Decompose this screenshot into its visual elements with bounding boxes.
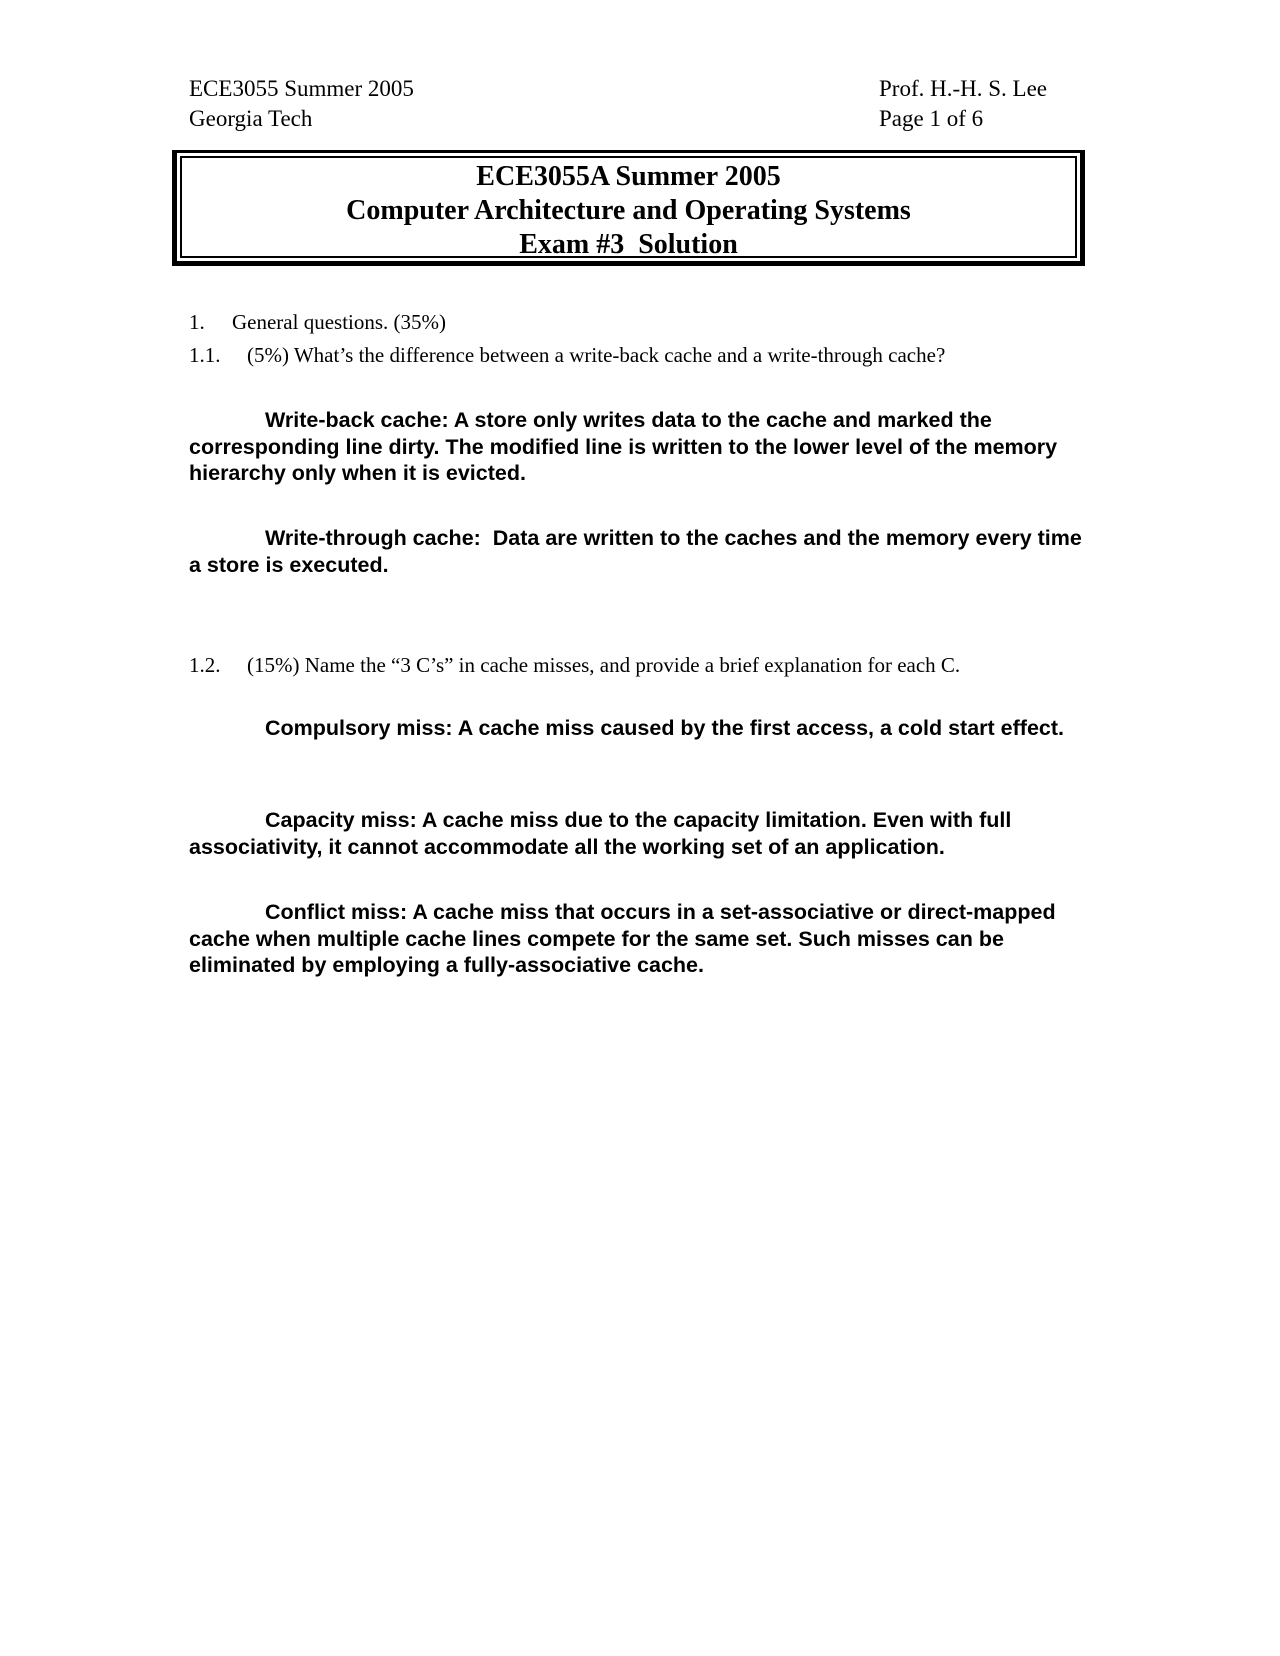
course-term: ECE3055 Summer 2005 (189, 76, 414, 101)
title-box (172, 150, 1085, 266)
answer-capacity-miss: Capacity miss: A cache miss due to the capacity limitation. Even with full associativity, it cannot accommodate all the working set of an application. (189, 808, 1012, 859)
page-number: Page 1 of 6 (879, 106, 984, 131)
section-number: 1. (189, 310, 205, 334)
answer-write-through: Write-through cache: Data are written to the caches and the memory every time a store is executed. (189, 526, 1088, 577)
title-subject: Computer Architecture and Operating Systems (346, 195, 911, 226)
question-number: 1.1. (189, 343, 221, 367)
question-1-1 (189, 341, 945, 369)
question-number: 1.2. (189, 653, 221, 677)
header-row-1 (189, 74, 1069, 104)
institution: Georgia Tech (189, 106, 313, 131)
section-text: General questions. (35%) (232, 310, 447, 334)
title-course: ECE3055A Summer 2005 (476, 161, 781, 192)
question-text: (15%) Name the “3 C’s” in cache misses, and provide a brief explanation for each C. (247, 653, 961, 677)
title-inner-frame (180, 156, 1077, 258)
answer-compulsory-miss: Compulsory miss: A cache miss caused by the first access, a cold start effect. (265, 716, 1064, 740)
professor-name: Prof. H.-H. S. Lee (879, 76, 1047, 101)
answer-write-back: Write-back cache: A store only writes data to the cache and marked the corresponding line dirty. The modified line is written to the lower level of the memory hierarchy only when it is evicted. (189, 408, 1058, 485)
section-1-heading (189, 308, 446, 336)
answer-conflict-miss: Conflict miss: A cache miss that occurs in a set-associative or direct-mapped cache when multiple cache lines compete for the same set. Such misses can be eliminated by employing a fully-associative cache. (189, 900, 1056, 977)
header-row-2 (189, 104, 1069, 134)
title-exam: Exam #3 Solution (519, 229, 738, 260)
question-text: (5%) What’s the difference between a write-back cache and a write-through cache? (247, 343, 946, 367)
page-header (189, 74, 1069, 134)
question-1-2 (189, 651, 960, 679)
